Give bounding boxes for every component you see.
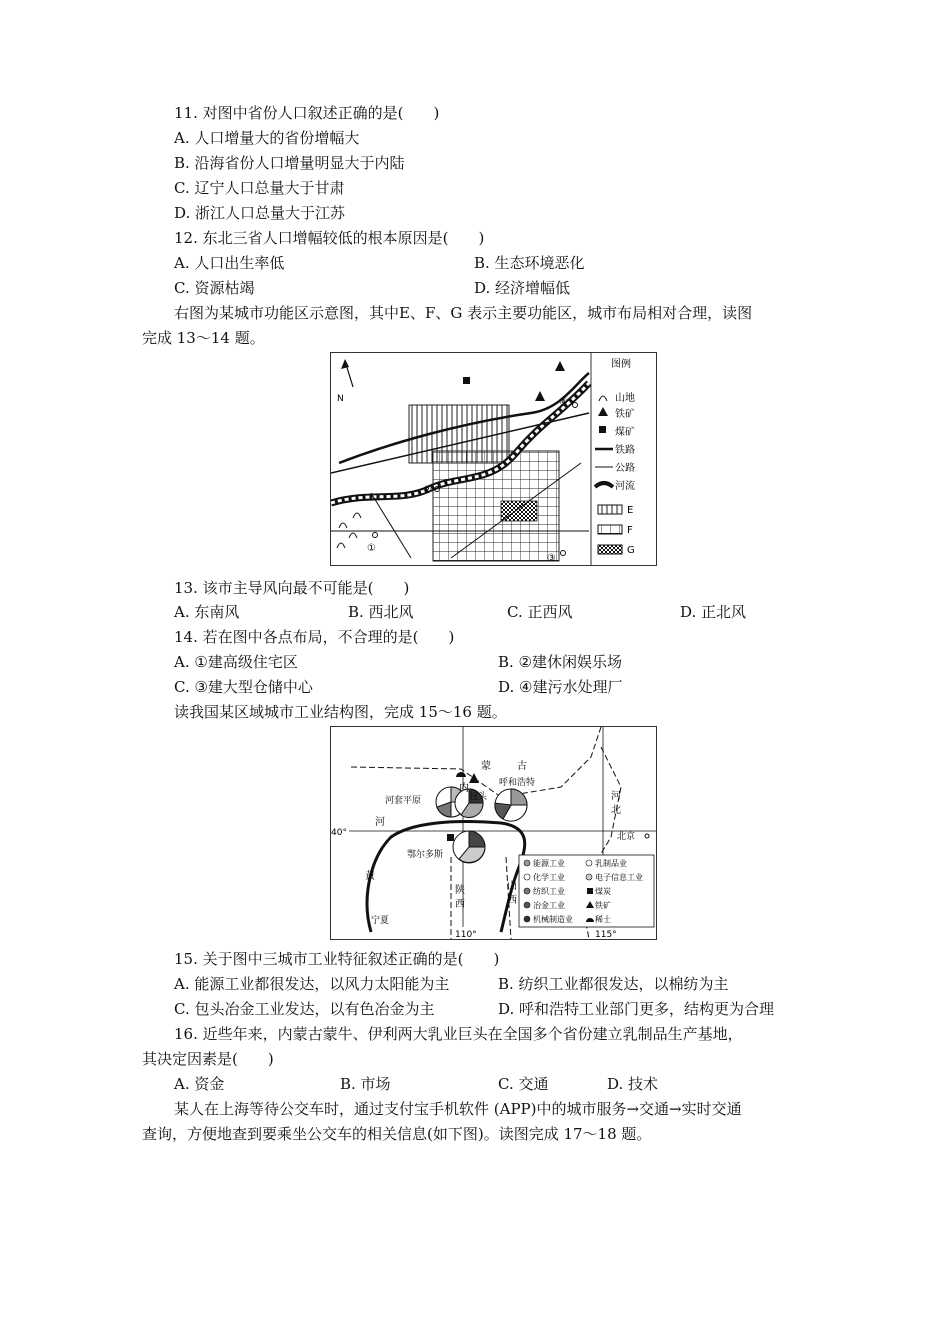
legend-railway: 铁路: [615, 445, 635, 456]
label-lat-40: 40°: [331, 828, 347, 838]
legend-chemical: 化学工业: [533, 873, 565, 882]
label-ordos: 鄂尔多斯: [407, 850, 444, 860]
label-xi-2: 西: [507, 895, 517, 906]
q11-option-b: B. 沿海省份人口增量明显大于内陆: [174, 154, 405, 172]
legend-f: F: [627, 525, 633, 536]
q13-stem: 13. 该市主导风向最不可能是( ): [174, 579, 410, 597]
q12-stem: 12. 东北三省人口增幅较低的根本原因是( ): [174, 229, 485, 247]
legend-energy: 能源工业: [533, 859, 565, 868]
q11-option-c: C. 辽宁人口总量大于甘肃: [174, 179, 345, 197]
q13-option-c: C. 正西风: [507, 603, 573, 621]
legend-mountain-icon: [599, 396, 607, 401]
label-beijing: 北京: [617, 832, 636, 842]
label-lon-115: 115°: [595, 930, 617, 939]
intro3-line2: 查询，方便地查到要乘坐公交车的相关信息(如下图)。读图完成 17～18 题。: [142, 1125, 652, 1143]
label-shan: 山: [507, 881, 517, 892]
q15-option-c: C. 包头冶金工业发达，以有色冶金为主: [174, 1000, 435, 1018]
legend-title: 图例: [611, 359, 631, 370]
label-huang: 黄: [365, 871, 375, 882]
q14-option-b: B. ②建休闲娱乐场: [498, 653, 623, 671]
q11-option-a: A. 人口增量大的省份增幅大: [174, 129, 360, 147]
coal-mine-icon: [463, 377, 470, 384]
industry-structure-map-svg: [331, 727, 656, 939]
q16-option-c: C. 交通: [498, 1075, 549, 1093]
q11-option-d: D. 浙江人口总量大于江苏: [174, 204, 346, 222]
yellow-river: [367, 822, 525, 932]
legend-mountain: 山地: [615, 393, 635, 404]
q14-option-c: C. ③建大型仓储中心: [174, 678, 313, 696]
city-function-map: [330, 352, 657, 566]
legend-coal-icon: [599, 426, 606, 433]
legend-coal: 煤矿: [615, 427, 635, 438]
point-2: ②: [423, 485, 432, 496]
border-line: [351, 727, 601, 797]
q12-option-d: D. 经济增幅低: [474, 279, 571, 297]
legend-e-swatch: [598, 505, 622, 514]
iron-ore-icon: [469, 773, 479, 783]
q12-option-b: B. 生态环境恶化: [474, 254, 585, 272]
legend-coal: 煤炭: [595, 887, 611, 896]
legend-g: G: [627, 545, 635, 556]
q15-option-a: A. 能源工业都很发达，以风力太阳能为主: [174, 975, 450, 993]
q16-option-d: D. 技术: [607, 1075, 659, 1093]
q11-stem: 11. 对图中省份人口叙述正确的是( ): [174, 104, 440, 122]
legend-textile: 纺织工业: [533, 887, 565, 896]
label-ningxia: 宁夏: [371, 916, 390, 926]
label-he-river: 河: [375, 817, 385, 828]
intro1-line2: 完成 13～14 题。: [142, 329, 265, 347]
north-label: N: [337, 394, 344, 404]
legend-e: E: [627, 505, 634, 516]
legend-electronics: 电子信息工业: [595, 873, 643, 882]
intro3-line1: 某人在上海等待公交车时，通过支付宝手机软件 (APP)中的城市服务→交通→实时交通: [174, 1100, 742, 1118]
coal-icon: [447, 834, 454, 841]
legend-iron: 铁矿: [595, 901, 611, 910]
label-gu: 古: [517, 761, 527, 772]
label-bei-province: 北: [611, 805, 621, 816]
north-arrow-icon: [341, 359, 353, 387]
legend-road: 公路: [615, 463, 635, 474]
q15-option-b: B. 纺织工业都很发达，以棉纺为主: [498, 975, 729, 993]
iron-mine-icon: [535, 391, 545, 401]
intro2: 读我国某区域城市工业结构图，完成 15～16 题。: [174, 703, 507, 721]
legend-rare-earth: 稀土: [595, 915, 611, 924]
legend-river-icon: [595, 483, 613, 487]
road-southwest: [371, 493, 411, 558]
pie-ordos: [453, 831, 485, 863]
q14-option-d: D. ④建污水处理厂: [498, 678, 623, 696]
legend-coal-icon: [587, 888, 593, 894]
legend-river: 河流: [615, 481, 635, 492]
q14-option-a: A. ①建高级住宅区: [174, 653, 298, 671]
legend-metallurgy: 冶金工业: [533, 901, 565, 910]
q13-option-b: B. 西北风: [348, 603, 414, 621]
q15-option-d: D. 呼和浩特工业部门更多，结构更为合理: [498, 1000, 775, 1018]
legend-iron: 铁矿: [615, 409, 635, 420]
q16-option-a: A. 资金: [174, 1075, 225, 1093]
legend-machinery: 机械制造业: [533, 915, 573, 924]
point-4: ④: [559, 397, 568, 408]
label-nei: 内: [459, 783, 469, 794]
city-function-map-svg: [331, 353, 656, 565]
q12-option-a: A. 人口出生率低: [174, 254, 285, 272]
point-1: ①: [367, 543, 376, 554]
legend-g-swatch: [598, 545, 622, 554]
label-hohhot: 呼和浩特: [499, 778, 536, 788]
rare-earth-icon: [456, 772, 466, 777]
q13-option-d: D. 正北风: [680, 603, 747, 621]
label-meng: 蒙: [481, 761, 491, 772]
label-he-province: 河: [611, 791, 621, 802]
point-3: ③: [547, 553, 556, 564]
q16-stem-line1: 16. 近些年来，内蒙古蒙牛、伊利两大乳业巨头在全国多个省份建立乳制品生产基地，: [174, 1025, 743, 1043]
q15-stem: 15. 关于图中三城市工业特征叙述正确的是( ): [174, 950, 500, 968]
label-baotou: 包头: [469, 792, 488, 802]
intro1-line1: 右图为某城市功能区示意图，其中E、F、G 表示主要功能区，城市布局相对合理，读图: [174, 304, 753, 322]
iron-mine-icon: [555, 361, 565, 371]
q13-option-a: A. 东南风: [174, 603, 240, 621]
q14-stem: 14. 若在图中各点布局，不合理的是( ): [174, 628, 455, 646]
label-shaan: 陕: [455, 885, 465, 896]
label-xi-1: 西: [455, 899, 465, 910]
q16-stem-line2: 其决定因素是( ): [142, 1050, 274, 1068]
label-hetao: 河套平原: [385, 796, 422, 806]
industry-structure-map: [330, 726, 657, 940]
q12-option-c: C. 资源枯竭: [174, 279, 255, 297]
legend-dairy: 乳制品业: [595, 859, 627, 868]
pie-hohhot: [495, 789, 527, 821]
q16-option-b: B. 市场: [340, 1075, 391, 1093]
legend-f-swatch: [598, 525, 622, 534]
label-lon-110: 110°: [455, 930, 477, 939]
legend-iron-icon: [598, 407, 608, 416]
